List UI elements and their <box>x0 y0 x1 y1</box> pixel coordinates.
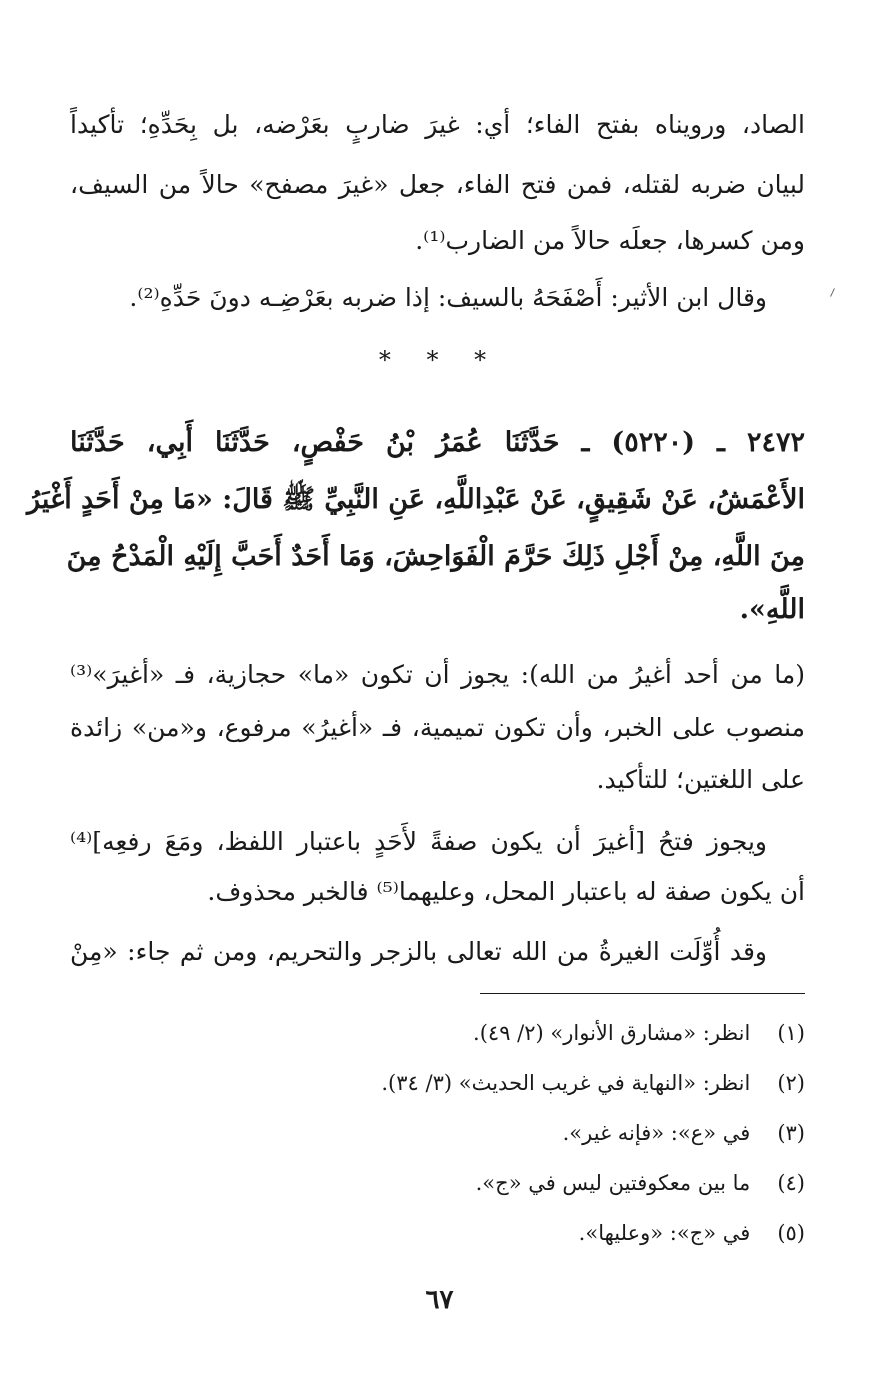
body-line: لبيان ضربه لقتله، فمن فتح الفاء، جعل «غيرَ مصفح» حالاً من السيف، <box>70 170 805 199</box>
footnote-text: انظر: «النهاية في غريب الحديث» (٣/ ٣٤). <box>381 1071 751 1095</box>
hadith-line: الأَعْمَشُ، عَنْ شَقِيقٍ، عَنْ عَبْدِاللَّهِ، عَنِ النَّبِيِّ ﷺ قَالَ: «مَا مِنْ أَحَدٍ أَغْيَرُ <box>27 484 805 515</box>
section-separator: * * * <box>378 346 501 374</box>
footnote-number: (٥) <box>777 1221 805 1245</box>
body-line: وقال ابن الأثير: أَصْفَحَهُ بالسيف: إذا ضربه بعَرْضِـه دونَ حَدِّهِ⁽²⁾. <box>129 283 767 312</box>
hadith-line: اللَّهِ». <box>739 594 805 625</box>
footnote-number: (٣) <box>777 1121 805 1145</box>
footnote-number: (٢) <box>777 1071 805 1095</box>
footnote-number: (١) <box>777 1021 805 1045</box>
footnote <box>70 1066 805 1100</box>
footnote-rule <box>480 993 805 994</box>
body-line: (ما من أحد أغيرُ من الله): يجوز أن تكون «ما» حجازية، فـ «أغيرَ»⁽³⁾ <box>70 660 805 689</box>
footnote-text: في «ج»: «وعليها». <box>578 1221 751 1245</box>
body-line: وقد أُوِّلَت الغيرةُ من الله تعالى بالزجر والتحريم، ومن ثم جاء: «مِنْ <box>70 937 767 966</box>
hadith-line: ٢٤٧٢ ـ (٥٢٢٠) ـ حَدَّثَنَا عُمَرُ بْنُ حَفْصٍ، حَدَّثَنَا أَبِي، حَدَّثَنَا <box>70 427 805 458</box>
margin-mark <box>830 288 835 297</box>
body-line: منصوب على الخبر، وأن تكون تميمية، فـ «أغيرُ» مرفوع، و«من» زائدة <box>70 713 805 742</box>
body-line: على اللغتين؛ للتأكيد. <box>596 765 805 794</box>
footnote <box>70 1116 805 1150</box>
footnote-text: انظر: «مشارق الأنوار» (٢/ ٤٩). <box>473 1021 751 1045</box>
body-line: الصاد، ورويناه بفتح الفاء؛ أي: غيرَ ضاربٍ بعَرْضه، بل بِحَدِّهِ؛ تأكيداً <box>70 110 805 139</box>
page-number: ٦٧ <box>425 1285 454 1315</box>
footnote <box>70 1216 805 1250</box>
body-line: أن يكون صفة له باعتبار المحل، وعليهما⁽⁵⁾ فالخبر محذوف. <box>207 877 805 906</box>
body-line: ويجوز فتحُ [أغيرَ أن يكون صفةً لأَحَدٍ باعتبار اللفظ، ومَعَ رفعِه]⁽⁴⁾ <box>70 827 767 856</box>
footnote <box>70 1016 805 1050</box>
footnote-text: ما بين معكوفتين ليس في «ج». <box>475 1171 751 1195</box>
body-line: ومن كسرها، جعلَه حالاً من الضارب⁽¹⁾. <box>415 226 805 255</box>
footnote-text: في «ع»: «فإنه غير». <box>562 1121 751 1145</box>
hadith-line: مِنَ اللَّهِ، مِنْ أَجْلِ ذَلِكَ حَرَّمَ الْفَوَاحِشَ، وَمَا أَحَدٌ أَحَبَّ إِلَيْهِ الْمَدْحُ مِنَ <box>66 541 805 572</box>
footnote-number: (٤) <box>777 1171 805 1195</box>
footnote <box>70 1166 805 1200</box>
